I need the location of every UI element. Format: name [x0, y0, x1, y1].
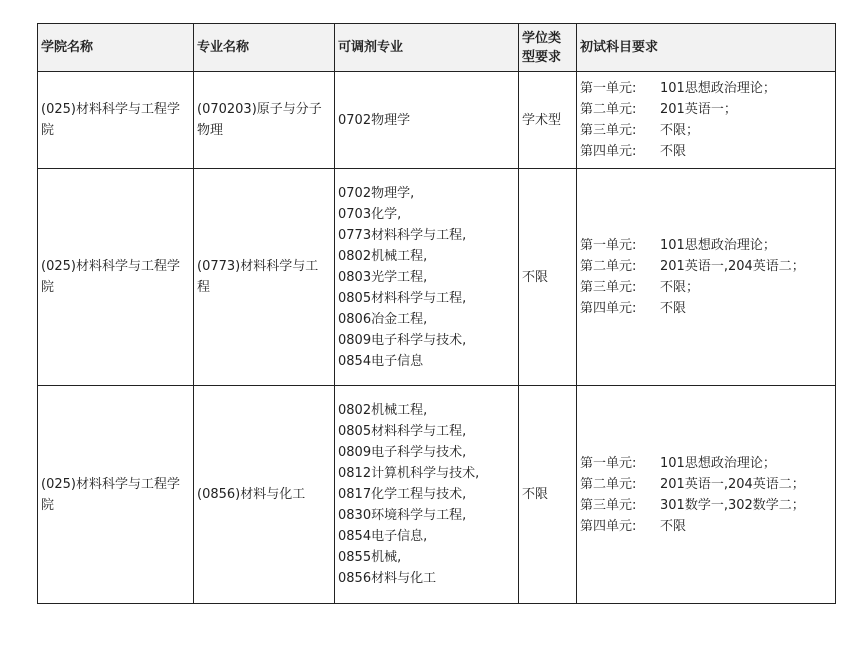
exam-requirement: [580, 99, 832, 120]
exam-subject: 201英语一,204英语二；: [660, 476, 805, 492]
exam-requirement: [580, 453, 832, 474]
adjustable-major: 0856材料与化工: [338, 571, 437, 586]
adjustable-major: 0703化学,: [338, 206, 402, 222]
adjustable-major: 0854电子信息,: [338, 529, 428, 544]
adjustable-major: 0812计算机科学与技术,: [338, 466, 480, 481]
exam-subject: 301数学一,302数学二；: [660, 497, 805, 513]
exam-requirement: [580, 235, 832, 256]
adjustable-major: 0702物理学: [338, 112, 411, 128]
exam-subject: 不限: [660, 144, 687, 159]
exam-cell: [577, 386, 836, 604]
exam-requirement: [580, 516, 832, 537]
exam-subject: 不限；: [660, 123, 700, 138]
table-row: [38, 169, 836, 386]
degree-type-cell: 学术型: [519, 72, 577, 169]
table-row: [38, 386, 836, 604]
exam-unit-label: 第三单元:: [580, 123, 637, 138]
degree-type-cell: 不限: [519, 169, 577, 386]
adjustable-major: 0773材料科学与工程,: [338, 227, 467, 243]
adjustable-major: 0830环境科学与工程,: [338, 508, 467, 523]
exam-subject: 不限；: [660, 280, 700, 295]
adjustable-major: 0806冶金工程,: [338, 311, 428, 327]
exam-unit-label: 第四单元:: [580, 144, 637, 159]
exam-cell: [577, 169, 836, 386]
college-cell: (025)材料科学与工程学院: [38, 386, 194, 604]
major-cell: (0773)材料科学与工程: [194, 169, 335, 386]
degree-type-cell: 不限: [519, 386, 577, 604]
exam-unit-label: 第一单元:: [580, 455, 637, 471]
adjustable-major: 0805材料科学与工程,: [338, 424, 467, 439]
exam-requirement: [580, 120, 832, 141]
college-cell: (025)材料科学与工程学院: [38, 169, 194, 386]
exam-subject: 101思想政治理论；: [660, 455, 776, 471]
table-row: [38, 72, 836, 169]
exam-subject: 101思想政治理论；: [660, 238, 776, 253]
major-cell: (070203)原子与分子物理: [194, 72, 335, 169]
adjustable-major: 0809电子科学与技术,: [338, 332, 467, 348]
exam-requirement: [580, 495, 832, 516]
exam-requirement: [580, 474, 832, 495]
header-exam: 初试科目要求: [577, 24, 836, 72]
exam-requirement: [580, 277, 832, 298]
header-adjustable: 可调剂专业: [335, 24, 519, 72]
adjustable-cell: [335, 72, 519, 169]
exam-subject: 101思想政治理论；: [660, 81, 776, 96]
exam-unit-label: 第四单元:: [580, 301, 637, 316]
header-row: [38, 24, 836, 72]
adjustable-cell: [335, 386, 519, 604]
header-college: 学院名称: [38, 24, 194, 72]
college-cell: (025)材料科学与工程学院: [38, 72, 194, 169]
adjustable-major: 0803光学工程,: [338, 269, 428, 285]
exam-cell: [577, 72, 836, 169]
exam-unit-label: 第二单元:: [580, 102, 637, 117]
exam-requirement: [580, 298, 832, 319]
adjustable-major: 0809电子科学与技术,: [338, 445, 467, 460]
adjustable-cell: [335, 169, 519, 386]
exam-unit-label: 第一单元:: [580, 81, 637, 96]
admission-table: [37, 23, 836, 604]
adjustable-major: 0855机械,: [338, 550, 402, 565]
exam-requirement: [580, 141, 832, 162]
header-degree-type: 学位类型要求: [519, 24, 577, 72]
exam-unit-label: 第一单元:: [580, 238, 637, 253]
adjustable-major: 0802机械工程,: [338, 248, 428, 264]
adjustable-major: 0854电子信息: [338, 353, 424, 369]
header-major: 专业名称: [194, 24, 335, 72]
adjustable-major: 0817化学工程与技术,: [338, 487, 467, 502]
adjustable-major: 0805材料科学与工程,: [338, 290, 467, 306]
adjustable-major: 0802机械工程,: [338, 403, 428, 418]
major-cell: (0856)材料与化工: [194, 386, 335, 604]
exam-subject: 不限: [660, 301, 687, 316]
exam-unit-label: 第三单元:: [580, 497, 637, 513]
exam-requirement: [580, 256, 832, 277]
adjustable-major: 0702物理学,: [338, 185, 415, 201]
exam-subject: 不限: [660, 518, 687, 534]
exam-unit-label: 第二单元:: [580, 259, 637, 274]
exam-subject: 201英语一；: [660, 102, 737, 117]
exam-subject: 201英语一,204英语二；: [660, 259, 805, 274]
exam-unit-label: 第二单元:: [580, 476, 637, 492]
exam-unit-label: 第三单元:: [580, 280, 637, 295]
exam-requirement: [580, 78, 832, 99]
exam-unit-label: 第四单元:: [580, 518, 637, 534]
